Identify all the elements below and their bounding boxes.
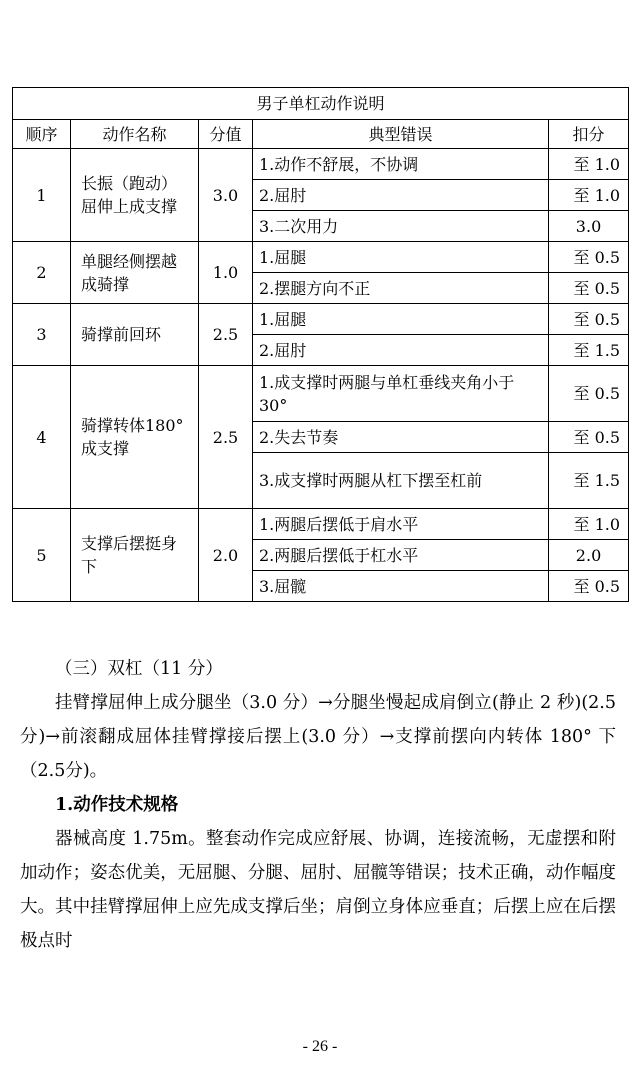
- error-text: 1.成支撑时两腿与单杠垂线夹角小于 30°: [253, 366, 549, 422]
- header-score: 分值: [199, 120, 253, 149]
- error-deduction: 至 1.0: [549, 149, 629, 180]
- table-title: 男子单杠动作说明: [13, 88, 629, 120]
- error-deduction: 至 1.0: [549, 509, 629, 540]
- item-order: 2: [13, 242, 71, 304]
- error-deduction: 至 1.0: [549, 180, 629, 211]
- body-text: [20, 652, 616, 958]
- error-deduction: 至 0.5: [549, 571, 629, 602]
- error-deduction: 至 0.5: [549, 304, 629, 335]
- error-text: 2.屈肘: [253, 335, 549, 366]
- item-score: 2.5: [199, 366, 253, 509]
- section-heading: （三）双杠（11 分）: [55, 659, 223, 679]
- error-deduction: 至 0.5: [549, 422, 629, 453]
- error-text: 1.屈腿: [253, 304, 549, 335]
- header-name: 动作名称: [71, 120, 199, 149]
- error-deduction: 3.0: [549, 211, 629, 242]
- error-text: 1.屈腿: [253, 242, 549, 273]
- item-order: 4: [13, 366, 71, 509]
- error-text: 2.摆腿方向不正: [253, 273, 549, 304]
- item-score: 2.0: [199, 509, 253, 602]
- page-number: - 26 -: [302, 1038, 338, 1055]
- item-order: 3: [13, 304, 71, 366]
- error-text: 1.动作不舒展，不协调: [253, 149, 549, 180]
- error-deduction: 至 0.5: [549, 273, 629, 304]
- item-order: 1: [13, 149, 71, 242]
- error-text: 2.两腿后摆低于杠水平: [253, 540, 549, 571]
- error-deduction: 2.0: [549, 540, 629, 571]
- item-order: 5: [13, 509, 71, 602]
- error-text: 2.屈肘: [253, 180, 549, 211]
- item-name: 支撑后摆挺身下: [71, 509, 199, 602]
- error-text: 3.二次用力: [253, 211, 549, 242]
- men-horizontal-bar-table: [12, 87, 629, 602]
- header-errors: 典型错误: [253, 120, 549, 149]
- item-score: 1.0: [199, 242, 253, 304]
- item-score: 2.5: [199, 304, 253, 366]
- header-deduction: 扣分: [549, 120, 629, 149]
- error-text: 2.失去节奏: [253, 422, 549, 453]
- paragraph-specs: 器械高度 1.75m。整套动作完成应舒展、协调，连接流畅，无虚摆和附加动作；姿态优美，无屈腿、分腿、屈肘、屈髋等错误；技术正确，动作幅度大。其中挂臂撑屈伸上应先成支撑后坐；肩倒立身体应垂直；后摆上应在后摆极点时: [20, 829, 616, 951]
- header-order: 顺序: [13, 120, 71, 149]
- item-score: 3.0: [199, 149, 253, 242]
- subheading-technical-specs: 1.动作技术规格: [55, 795, 179, 815]
- item-name: 单腿经侧摆越成骑撑: [71, 242, 199, 304]
- error-deduction: 至 0.5: [549, 242, 629, 273]
- item-name: 长振（跑动）屈伸上成支撑: [71, 149, 199, 242]
- error-text: 3.成支撑时两腿从杠下摆至杠前: [253, 453, 549, 509]
- paragraph-routine: 挂臂撑屈伸上成分腿坐（3.0 分）→分腿坐慢起成肩倒立(静止 2 秒)(2.5 分)→前滚翻成屈体挂臂撑接后摆上(3.0 分）→支撑前摆向内转体 180° 下（2.5分)。: [20, 693, 616, 781]
- error-deduction: 至 0.5: [549, 366, 629, 422]
- error-text: 3.屈髋: [253, 571, 549, 602]
- item-name: 骑撑转体180° 成支撑: [71, 366, 199, 509]
- error-text: 1.两腿后摆低于肩水平: [253, 509, 549, 540]
- error-deduction: 至 1.5: [549, 335, 629, 366]
- item-name: 骑撑前回环: [71, 304, 199, 366]
- error-deduction: 至 1.5: [549, 453, 629, 509]
